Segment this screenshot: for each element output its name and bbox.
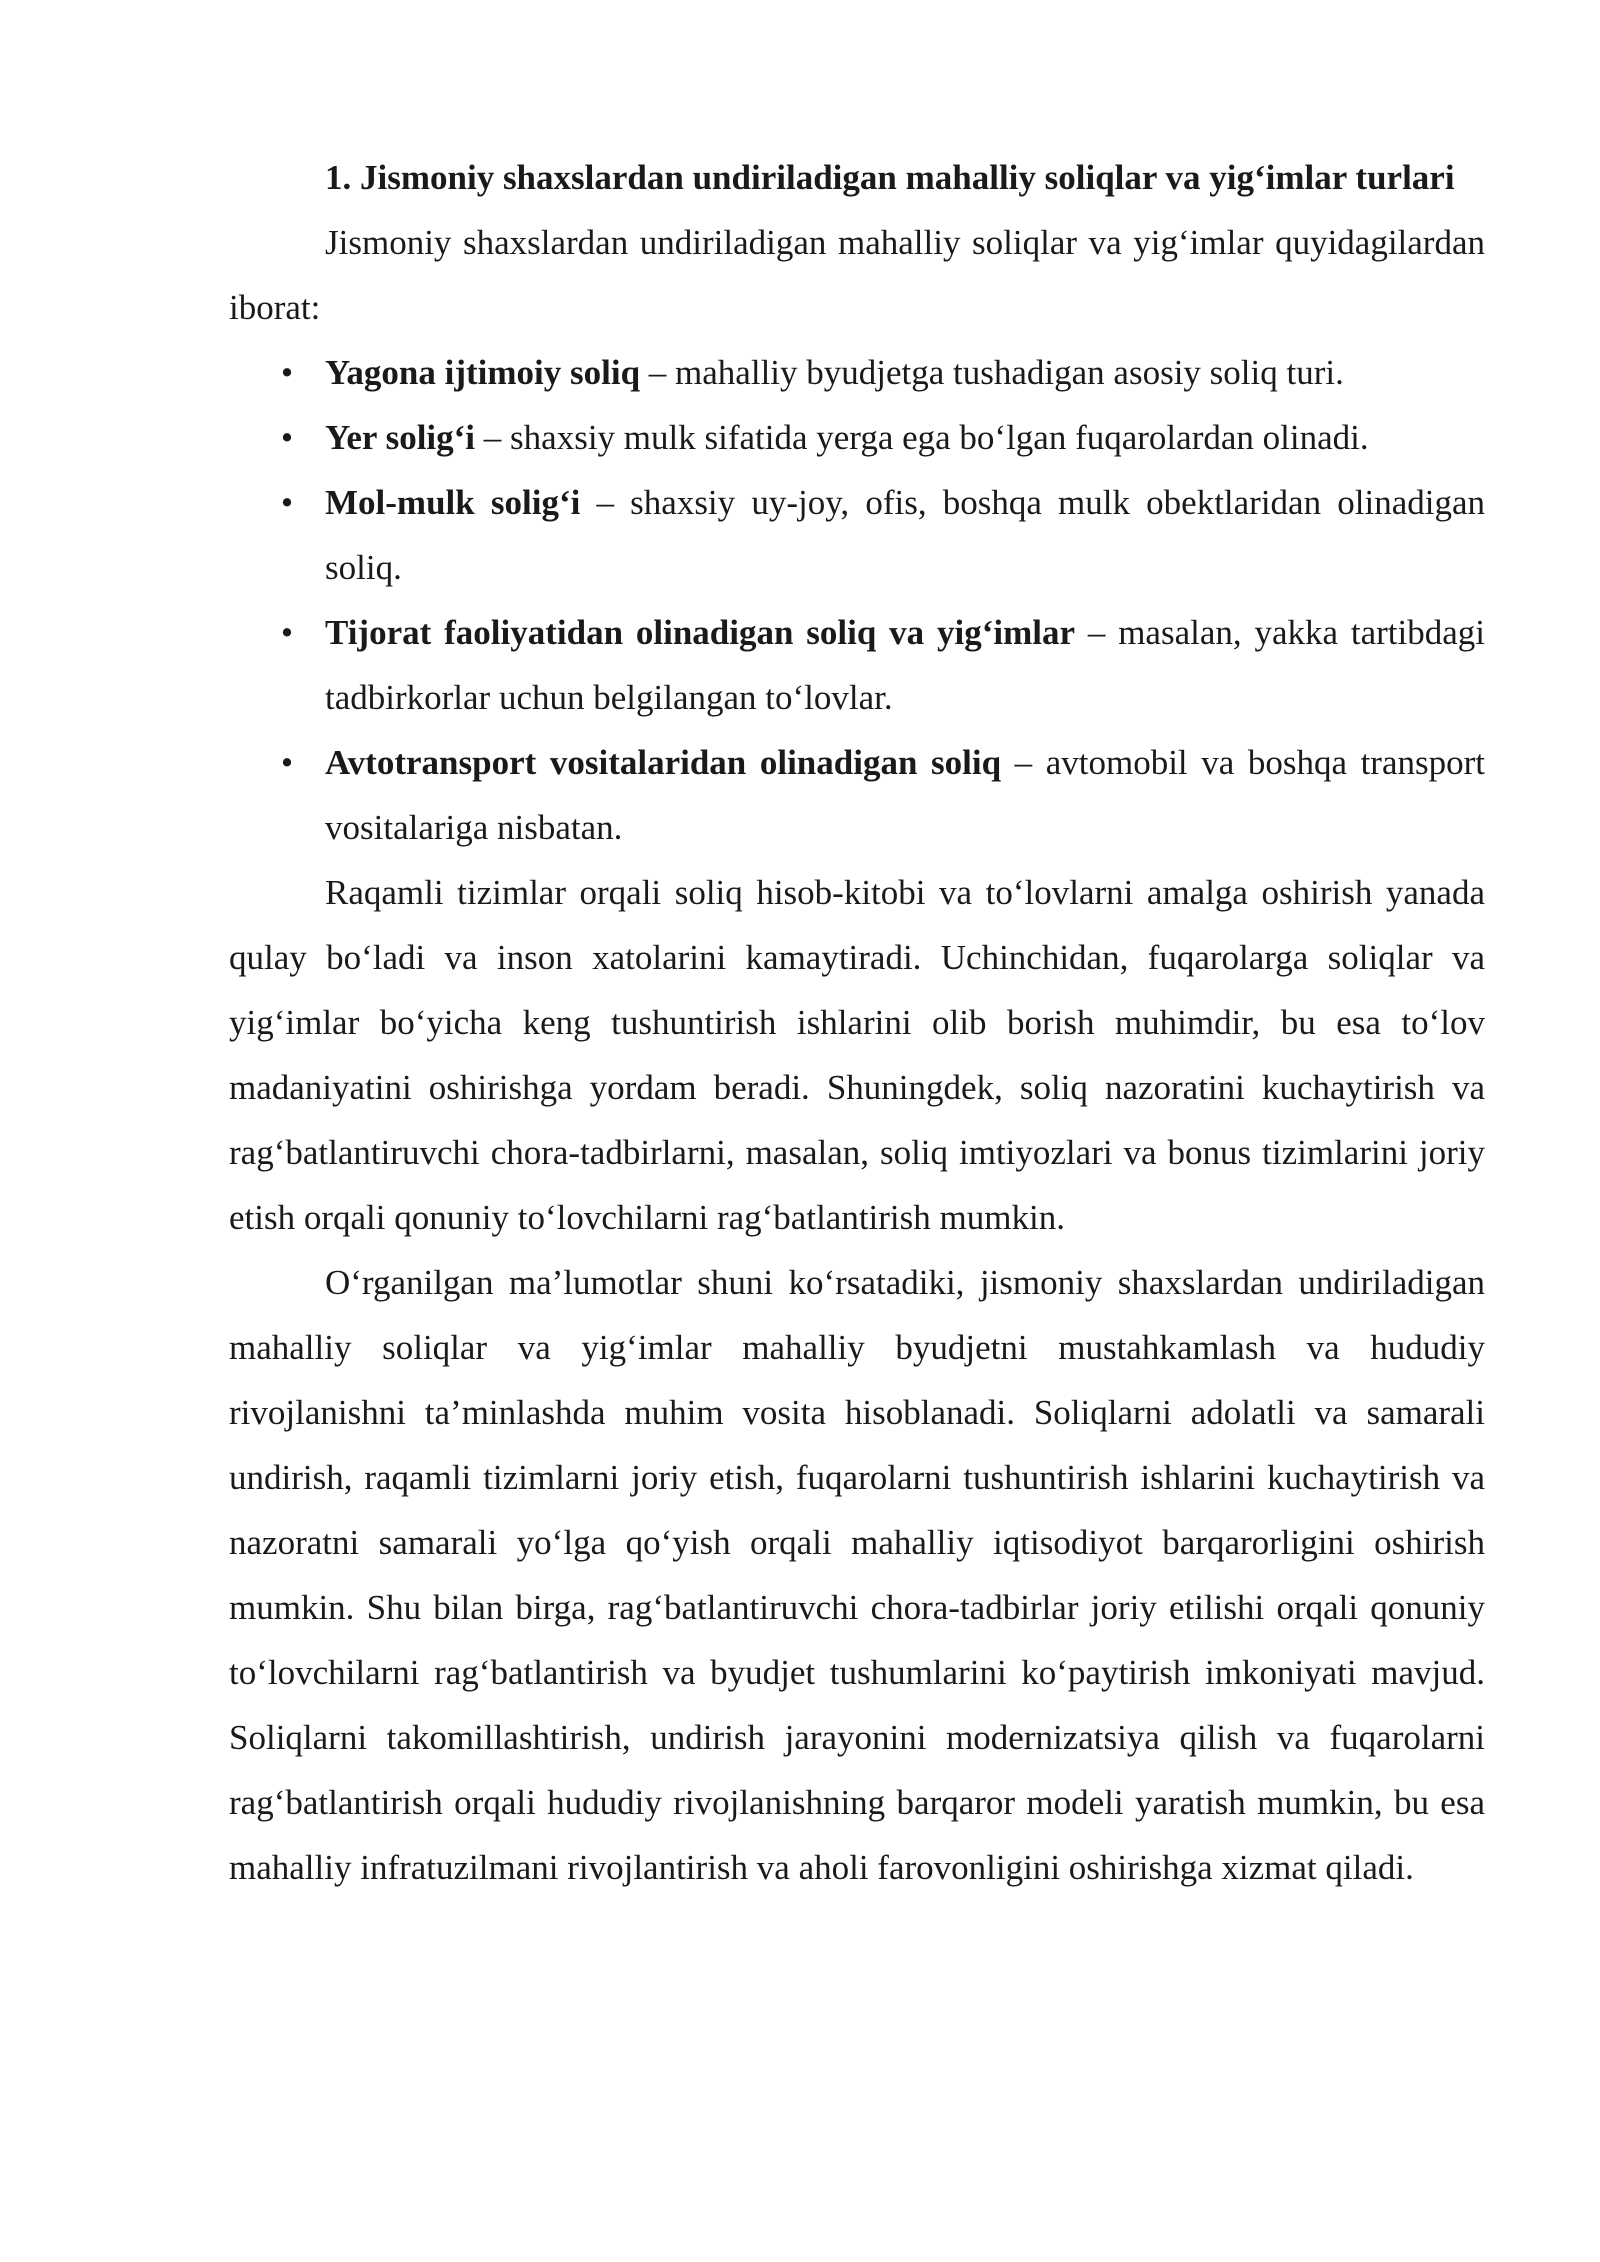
list-item-term: Tijorat faoliyatidan olinadigan soliq va yig‘imlar xyxy=(325,613,1076,652)
list-item-term: Yagona ijtimoiy soliq xyxy=(325,353,641,392)
list-item-term: Mol-mulk solig‘i xyxy=(325,483,581,522)
list-item-text: – shaxsiy uy-joy, ofis, boshqa mulk obektlaridan olinadigan soliq. xyxy=(325,483,1485,587)
list-item xyxy=(229,340,1485,405)
bullet-glyph: • xyxy=(280,483,294,522)
list-item xyxy=(229,730,1485,860)
list-item-text: – masalan, yakka tartibdagi tadbirkorlar uchun belgilangan to‘lovlar. xyxy=(325,613,1485,717)
list-item xyxy=(229,470,1485,600)
tax-types-list xyxy=(229,340,1485,860)
bullet-glyph: • xyxy=(280,743,294,782)
body-paragraph-2: O‘rganilgan ma’lumotlar shuni ko‘rsatadiki, jismoniy shaxslardan undiriladigan mahalliy soliqlar va yig‘imlar mahalliy byudjetni mustahkamlash va hududiy rivojlanishni ta’minlashda muhim vosita hisoblanadi. Soliqlarni adolatli va samarali undirish, raqamli tizimlarni joriy etish, fuqarolarni tushuntirish ishlarini kuchaytirish va nazoratni samarali yo‘lga qo‘yish orqali mahalliy iqtisodiyot barqarorligini oshirish mumkin. Shu bilan birga, rag‘batlantiruvchi chora-tadbirlar joriy etilishi orqali qonuniy to‘lovchilarni rag‘batlantirish va byudjet tushumlarini ko‘paytirish imkoniyati mavjud. Soliqlarni takomillashtirish, undirish jarayonini modernizatsiya qilish va fuqarolarni rag‘batlantirish orqali hududiy rivojlanishning barqaror modeli yaratish mumkin, bu esa mahalliy infratuzilmani rivojlantirish va aholi farovonligini oshirishga xizmat qiladi. xyxy=(229,1263,1485,1887)
list-item xyxy=(229,600,1485,730)
list-item-text: – shaxsiy mulk sifatida yerga ega bo‘lgan fuqarolardan olinadi. xyxy=(475,418,1369,457)
bullet-glyph: • xyxy=(280,418,294,457)
intro-paragraph: Jismoniy shaxslardan undiriladigan mahalliy soliqlar va yig‘imlar quyidagilardan iborat: xyxy=(229,223,1485,327)
document-body xyxy=(229,145,1485,1900)
list-item xyxy=(229,405,1485,470)
list-item-text: – avtomobil va boshqa transport vositalariga nisbatan. xyxy=(325,743,1486,847)
bullet-glyph: • xyxy=(280,613,294,652)
list-item-text: – mahalliy byudjetga tushadigan asosiy soliq turi. xyxy=(640,353,1344,392)
bullet-glyph: • xyxy=(280,353,294,392)
body-paragraph-1: Raqamli tizimlar orqali soliq hisob-kitobi va to‘lovlarni amalga oshirish yanada qulay bo‘ladi va inson xatolarini kamaytiradi. Uchinchidan, fuqarolarga soliqlar va yig‘imlar bo‘yicha keng tushuntirish ishlarini olib borish muhimdir, bu esa to‘lov madaniyatini oshirishga yordam beradi. Shuningdek, soliq nazoratini kuchaytirish va rag‘batlantiruvchi chora-tadbirlarni, masalan, soliq imtiyozlari va bonus tizimlarini joriy etish orqali qonuniy to‘lovchilarni rag‘batlantirish mumkin. xyxy=(229,873,1485,1237)
section-heading: 1. Jismoniy shaxslardan undiriladigan mahalliy soliqlar va yig‘imlar turlari xyxy=(325,158,1455,197)
list-item-term: Avtotransport vositalaridan olinadigan soliq xyxy=(325,743,1002,782)
list-item-term: Yer solig‘i xyxy=(325,418,476,457)
